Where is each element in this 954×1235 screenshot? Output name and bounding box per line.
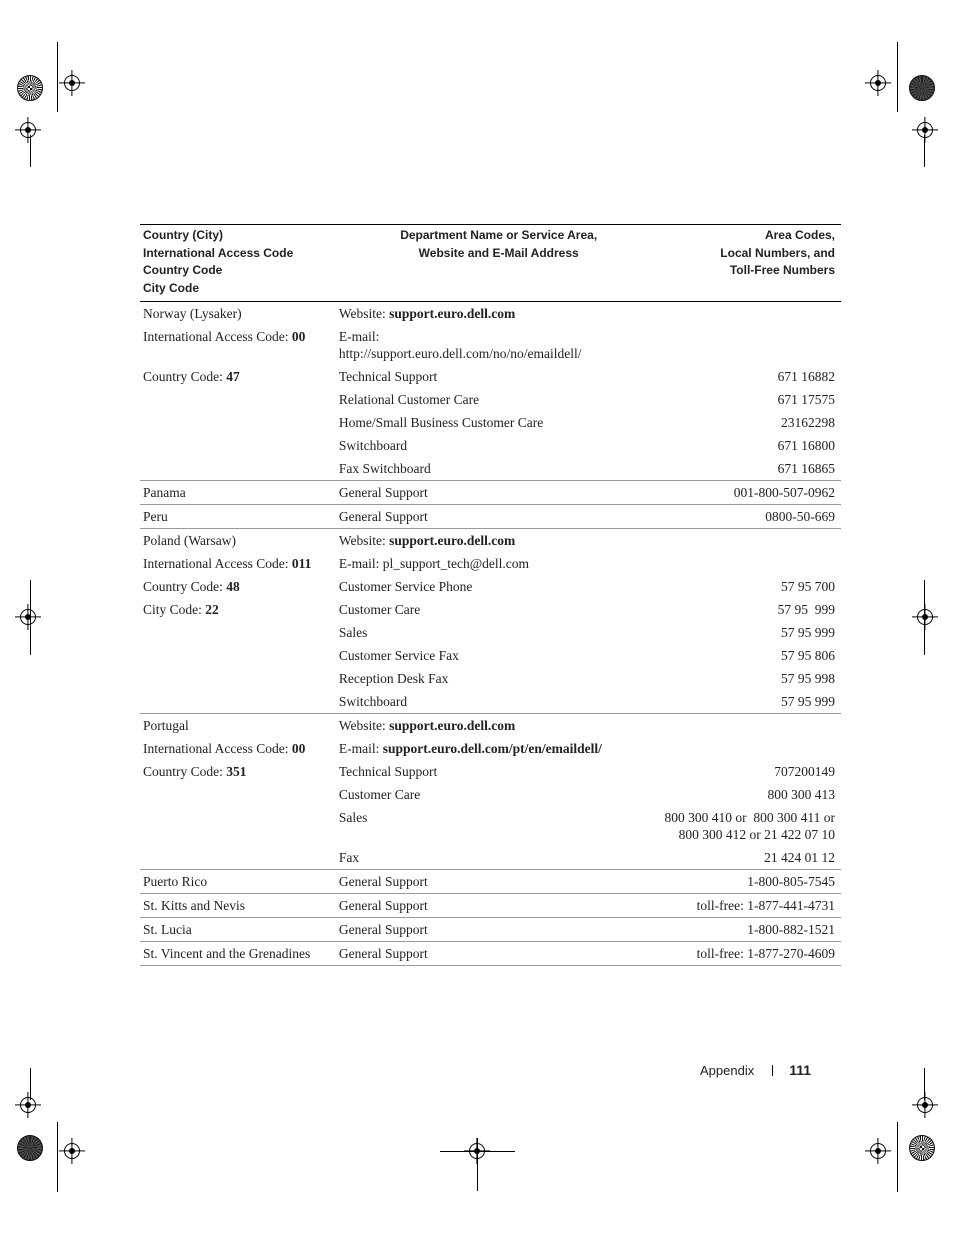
table-row bbox=[140, 690, 841, 714]
department-cell: Customer Service Fax bbox=[338, 648, 459, 663]
crop-line bbox=[897, 42, 898, 112]
country-cell bbox=[140, 598, 336, 621]
header-line: International Access Code bbox=[143, 245, 294, 260]
country-cell bbox=[140, 667, 336, 690]
department-cell: Sales bbox=[338, 625, 368, 640]
email-link[interactable]: support.euro.dell.com/pt/en/emaildell/ bbox=[382, 741, 602, 756]
crop-line bbox=[897, 1122, 898, 1192]
number-cell bbox=[662, 714, 842, 738]
page-number: 111 bbox=[789, 1062, 812, 1078]
header-line: Department Name or Service Area, bbox=[400, 228, 598, 242]
country-cell bbox=[140, 388, 336, 411]
table-row bbox=[140, 806, 841, 846]
table-row bbox=[140, 846, 841, 870]
country-cell bbox=[140, 846, 336, 870]
number-cell: 57 95 998 bbox=[781, 671, 835, 686]
number-cell bbox=[662, 325, 842, 365]
number-cell: 57 95 999 bbox=[662, 690, 842, 714]
crosshair-target-icon bbox=[917, 122, 933, 138]
department-cell: Fax Switchboard bbox=[336, 457, 662, 481]
header-line: City Code bbox=[143, 280, 200, 295]
country-cell bbox=[140, 760, 336, 783]
header-line: Country Code bbox=[143, 263, 223, 277]
label-text: Website: bbox=[338, 718, 390, 733]
department-cell: General Support bbox=[336, 481, 662, 505]
number-cell: 671 16800 bbox=[777, 438, 835, 453]
code-value: 00 bbox=[291, 329, 306, 344]
label-text: Country Code: bbox=[143, 764, 227, 779]
country-cell bbox=[140, 644, 336, 667]
header-line: Country (City) bbox=[143, 228, 223, 242]
country-cell: St. Lucia bbox=[140, 918, 336, 942]
number-cell: toll-free: 1-877-441-4731 bbox=[662, 894, 842, 918]
table-row bbox=[140, 737, 841, 760]
country-cell bbox=[140, 365, 336, 388]
crosshair-target-icon bbox=[20, 609, 36, 625]
crosshair-target-icon bbox=[917, 609, 933, 625]
page-footer bbox=[700, 1062, 811, 1078]
country-cell bbox=[140, 806, 336, 846]
header-numbers bbox=[662, 225, 842, 302]
crop-line bbox=[924, 1068, 925, 1100]
country-cell bbox=[140, 457, 336, 481]
country-cell: Poland (Warsaw) bbox=[143, 533, 237, 548]
department-cell bbox=[336, 529, 662, 553]
crop-line bbox=[924, 135, 925, 167]
crosshair-target-icon bbox=[917, 1097, 933, 1113]
table-row bbox=[140, 481, 841, 505]
number-line: 800 300 410 or 800 300 411 or bbox=[664, 810, 835, 825]
code-value: 47 bbox=[226, 369, 240, 384]
department-cell: General Support bbox=[336, 894, 662, 918]
table-row bbox=[140, 714, 841, 738]
table-row bbox=[140, 598, 841, 621]
table-row bbox=[140, 894, 841, 918]
department-cell: E-mail: pl_support_tech@dell.com bbox=[338, 556, 530, 571]
table-row bbox=[140, 529, 841, 553]
crop-line bbox=[924, 580, 925, 655]
table-row bbox=[140, 434, 841, 457]
number-cell: 001-800-507-0962 bbox=[662, 481, 842, 505]
table-row bbox=[140, 411, 841, 434]
crop-line bbox=[57, 1122, 58, 1192]
number-cell: toll-free: 1-877-270-4609 bbox=[662, 942, 842, 966]
department-cell: Home/Small Business Customer Care bbox=[338, 415, 544, 430]
number-cell bbox=[662, 737, 842, 760]
table-row bbox=[140, 302, 841, 326]
footer-divider bbox=[772, 1065, 773, 1076]
label-text: Country Code: bbox=[143, 579, 227, 594]
country-cell: St. Vincent and the Grenadines bbox=[140, 942, 336, 966]
registration-starburst-icon bbox=[17, 75, 43, 101]
dell-contact-table bbox=[140, 224, 841, 966]
code-value: 00 bbox=[291, 741, 306, 756]
number-cell: 671 16882 bbox=[777, 369, 835, 384]
crop-line bbox=[30, 1068, 31, 1100]
country-cell bbox=[140, 552, 336, 575]
label-text: International Access Code: bbox=[143, 329, 292, 344]
department-cell: General Support bbox=[336, 505, 662, 529]
header-country bbox=[140, 225, 336, 302]
department-cell: Fax bbox=[336, 846, 662, 870]
registration-starburst-icon bbox=[909, 1135, 935, 1161]
department-cell: General Support bbox=[336, 942, 662, 966]
department-cell: General Support bbox=[336, 918, 662, 942]
crop-line bbox=[57, 42, 58, 112]
country-cell: St. Kitts and Nevis bbox=[140, 894, 336, 918]
email-link[interactable]: http://support.euro.dell.com/no/no/emaildell/ bbox=[338, 346, 582, 361]
table-row bbox=[140, 667, 841, 690]
number-cell bbox=[662, 806, 842, 846]
country-cell bbox=[140, 411, 336, 434]
country-cell: Peru bbox=[140, 505, 336, 529]
table-row bbox=[140, 760, 841, 783]
country-cell bbox=[140, 690, 336, 714]
number-cell bbox=[662, 529, 842, 553]
table-row bbox=[140, 870, 841, 894]
label-text: International Access Code: bbox=[143, 741, 292, 756]
country-cell bbox=[140, 434, 336, 457]
department-cell: Customer Care bbox=[338, 602, 421, 617]
label-text: Website: bbox=[338, 306, 390, 321]
country-cell bbox=[140, 783, 336, 806]
number-cell: 0800-50-669 bbox=[662, 505, 842, 529]
crosshair-target-icon bbox=[64, 75, 80, 91]
code-value: 351 bbox=[226, 764, 247, 779]
table-row bbox=[140, 505, 841, 529]
label-text: International Access Code: bbox=[143, 556, 292, 571]
country-cell: Panama bbox=[140, 481, 336, 505]
table-header-row bbox=[140, 225, 841, 302]
label-text: Website: bbox=[338, 533, 390, 548]
department-cell: Relational Customer Care bbox=[338, 392, 480, 407]
table-row bbox=[140, 325, 841, 365]
country-cell bbox=[140, 575, 336, 598]
number-cell: 671 17575 bbox=[777, 392, 835, 407]
header-line: Toll-Free Numbers bbox=[729, 263, 835, 277]
header-line: Area Codes, bbox=[764, 228, 835, 242]
header-department bbox=[336, 225, 662, 302]
table-row bbox=[140, 388, 841, 411]
crop-line bbox=[477, 1138, 478, 1191]
number-cell bbox=[662, 552, 842, 575]
number-cell: 800 300 413 bbox=[767, 787, 835, 802]
number-cell: 57 95 999 bbox=[777, 602, 835, 617]
department-cell: Switchboard bbox=[336, 690, 662, 714]
number-cell: 1-800-805-7545 bbox=[662, 870, 842, 894]
department-cell: Customer Service Phone bbox=[338, 579, 473, 594]
department-cell: Technical Support bbox=[338, 764, 438, 779]
label-text: City Code: bbox=[143, 602, 206, 617]
header-line: Website and E-Mail Address bbox=[418, 245, 579, 260]
country-cell bbox=[140, 737, 336, 760]
department-cell bbox=[336, 714, 662, 738]
department-cell: Technical Support bbox=[338, 369, 438, 384]
country-cell: Portugal bbox=[143, 718, 189, 733]
department-cell: Reception Desk Fax bbox=[338, 671, 449, 686]
website-link[interactable]: support.euro.dell.com bbox=[389, 718, 516, 733]
header-line: Local Numbers, and bbox=[720, 245, 835, 260]
number-cell: 707200149 bbox=[774, 764, 835, 779]
code-value: 011 bbox=[291, 556, 312, 571]
country-cell: Norway (Lysaker) bbox=[143, 306, 242, 321]
label-text: Country Code: bbox=[143, 369, 227, 384]
country-cell bbox=[140, 325, 336, 365]
country-cell bbox=[140, 621, 336, 644]
table-row bbox=[140, 942, 841, 966]
department-cell bbox=[336, 325, 662, 365]
label-text: E-mail: bbox=[338, 329, 380, 344]
table-row bbox=[140, 365, 841, 388]
department-cell: Customer Care bbox=[338, 787, 421, 802]
table-row bbox=[140, 575, 841, 598]
code-value: 48 bbox=[226, 579, 240, 594]
number-cell: 57 95 806 bbox=[781, 648, 835, 663]
footer-section-label: Appendix bbox=[700, 1063, 755, 1078]
number-cell: 1-800-882-1521 bbox=[662, 918, 842, 942]
registration-starburst-icon bbox=[909, 75, 935, 101]
label-text: E-mail: bbox=[338, 741, 383, 756]
department-cell: Switchboard bbox=[338, 438, 408, 453]
table-row bbox=[140, 457, 841, 481]
crosshair-target-icon bbox=[20, 122, 36, 138]
website-link[interactable]: support.euro.dell.com bbox=[389, 306, 516, 321]
department-cell: General Support bbox=[336, 870, 662, 894]
number-cell: 23162298 bbox=[781, 415, 835, 430]
table-row bbox=[140, 552, 841, 575]
website-link[interactable]: support.euro.dell.com bbox=[389, 533, 516, 548]
number-cell: 21 424 01 12 bbox=[662, 846, 842, 870]
country-cell: Puerto Rico bbox=[140, 870, 336, 894]
number-line: 800 300 412 or 21 422 07 10 bbox=[678, 827, 835, 842]
table-row bbox=[140, 783, 841, 806]
crosshair-target-icon bbox=[870, 1143, 886, 1159]
table-row bbox=[140, 918, 841, 942]
number-cell: 671 16865 bbox=[662, 457, 842, 481]
crop-line bbox=[30, 135, 31, 167]
number-cell bbox=[662, 302, 842, 326]
crosshair-target-icon bbox=[870, 75, 886, 91]
crop-line bbox=[30, 580, 31, 655]
department-cell bbox=[336, 737, 662, 760]
crosshair-target-icon bbox=[20, 1097, 36, 1113]
table-row bbox=[140, 621, 841, 644]
department-cell: Sales bbox=[338, 810, 368, 825]
crosshair-target-icon bbox=[64, 1143, 80, 1159]
registration-starburst-icon bbox=[17, 1135, 43, 1161]
number-cell: 57 95 700 bbox=[781, 579, 835, 594]
code-value: 22 bbox=[205, 602, 219, 617]
number-cell: 57 95 999 bbox=[781, 625, 835, 640]
department-cell bbox=[336, 302, 662, 326]
table-row bbox=[140, 644, 841, 667]
